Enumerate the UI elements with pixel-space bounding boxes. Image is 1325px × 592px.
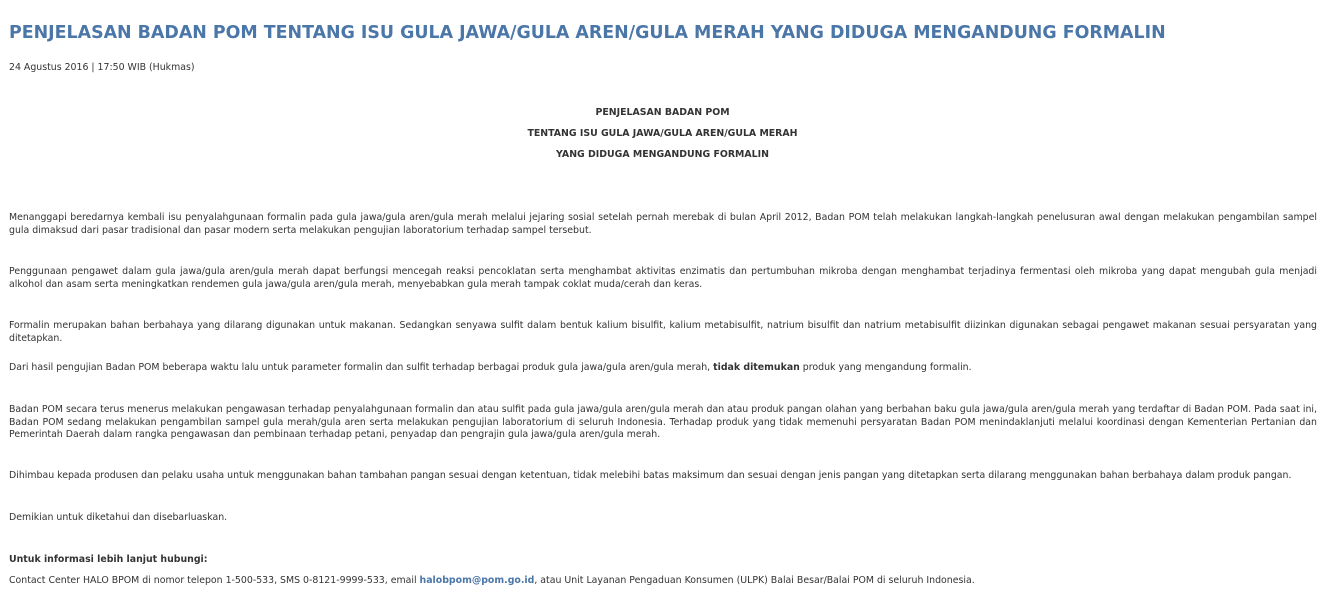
paragraph-4 xyxy=(9,362,1317,375)
contact-text-start: Contact Center HALO BPOM di nomor telepon 1-500-533, SMS 0-8121-9999-533, email xyxy=(9,575,420,586)
press-heading-line-1: PENJELASAN BADAN POM xyxy=(595,107,730,118)
paragraph-5: Badan POM secara terus menerus melakukan pengawasan terhadap penyalahgunaan formalin dan atau sulfit pada gula jawa/gula aren/gula merah dan atau produk pangan olahan yang berbahan baku gula jawa/gula aren/gula merah yang terdaftar di Badan POM. Pada saat ini, Badan POM sedang melakukan pengambilan sampel gula merah/gula aren serta melakukan pengujian laboratorium di seluruh Indonesia. Terhadap produk yang tidak memenuhi persyaratan Badan POM menindaklanjuti melalui koordinasi dengan Kementerian Pertanian dan Pemerintah Daerah dalam rangka pengawasan dan pembinaan terhadap petani, penyadap dan pengrajin gula jawa/gula aren/gula merah. xyxy=(9,404,1317,440)
contact-email-link[interactable]: halobpom@pom.go.id xyxy=(419,575,535,586)
article-title: PENJELASAN BADAN POM TENTANG ISU GULA JAWA/GULA AREN/GULA MERAH YANG DIDUGA MENGANDUNG FORMALIN xyxy=(9,23,1166,43)
paragraph-3: Formalin merupakan bahan berbahaya yang dilarang digunakan untuk makanan. Sedangkan senyawa sulfit dalam bentuk kalium bisulfit, kalium metabisulfit, natrium bisulfit dan natrium metabisulfit diizinkan digunakan sebagai pengawet makanan sesuai persyaratan yang ditetapkan. xyxy=(9,320,1317,344)
paragraph-7: Demikian untuk diketahui dan disebarluaskan. xyxy=(9,512,228,523)
press-heading-line-2: TENTANG ISU GULA JAWA/GULA AREN/GULA MERAH xyxy=(527,128,798,139)
paragraph-4-text-start: Dari hasil pengujian Badan POM beberapa waktu lalu untuk parameter formalin dan sulfit terhadap berbagai produk gula jawa/gula aren/gula merah, xyxy=(9,362,714,373)
paragraph-6: Dihimbau kepada produsen dan pelaku usaha untuk menggunakan bahan tambahan pangan sesuai dengan ketentuan, tidak melebihi batas maksimum dan sesuai dengan jenis pangan yang ditetapkan serta dilarang menggunakan bahan berbahaya dalam produk pangan. xyxy=(9,470,1292,481)
article-meta: 24 Agustus 2016 | 17:50 WIB (Hukmas) xyxy=(9,62,195,73)
contact-text-end: , atau Unit Layanan Pengaduan Konsumen (ULPK) Balai Besar/Balai POM di seluruh Indonesia. xyxy=(534,575,975,586)
press-heading-line-3: YANG DIDUGA MENGANDUNG FORMALIN xyxy=(556,149,769,160)
paragraph-1: Menanggapi beredarnya kembali isu penyalahgunaan formalin pada gula jawa/gula aren/gula merah melalui jejaring sosial setelah pernah merebak di bulan April 2012, Badan POM telah melakukan langkah-langkah penelusuran awal dengan melakukan pengambilan sampel gula dimaksud dari pasar tradisional dan pasar modern serta melakukan pengujian laboratorium terhadap sampel tersebut. xyxy=(9,212,1317,236)
paragraph-2: Penggunaan pengawet dalam gula jawa/gula aren/gula merah dapat berfungsi mencegah reaksi pencoklatan serta menghambat aktivitas enzimatis dan pertumbuhan mikroba dengan menghambat terjadinya fermentasi oleh mikroba yang dapat mengubah gula menjadi alkohol dan asam serta meningkatkan rendemen gula jawa/gula aren/gula merah, menyebabkan gula merah tampak coklat muda/cerah dan keras. xyxy=(9,266,1317,290)
contact-heading xyxy=(9,554,1317,567)
contact-heading-text: Untuk informasi lebih lanjut hubungi: xyxy=(9,554,208,565)
paragraph-4-emphasis: tidak ditemukan xyxy=(713,362,800,373)
paragraph-4-text-end: produk yang mengandung formalin. xyxy=(799,362,972,373)
contact-info xyxy=(9,575,1317,588)
